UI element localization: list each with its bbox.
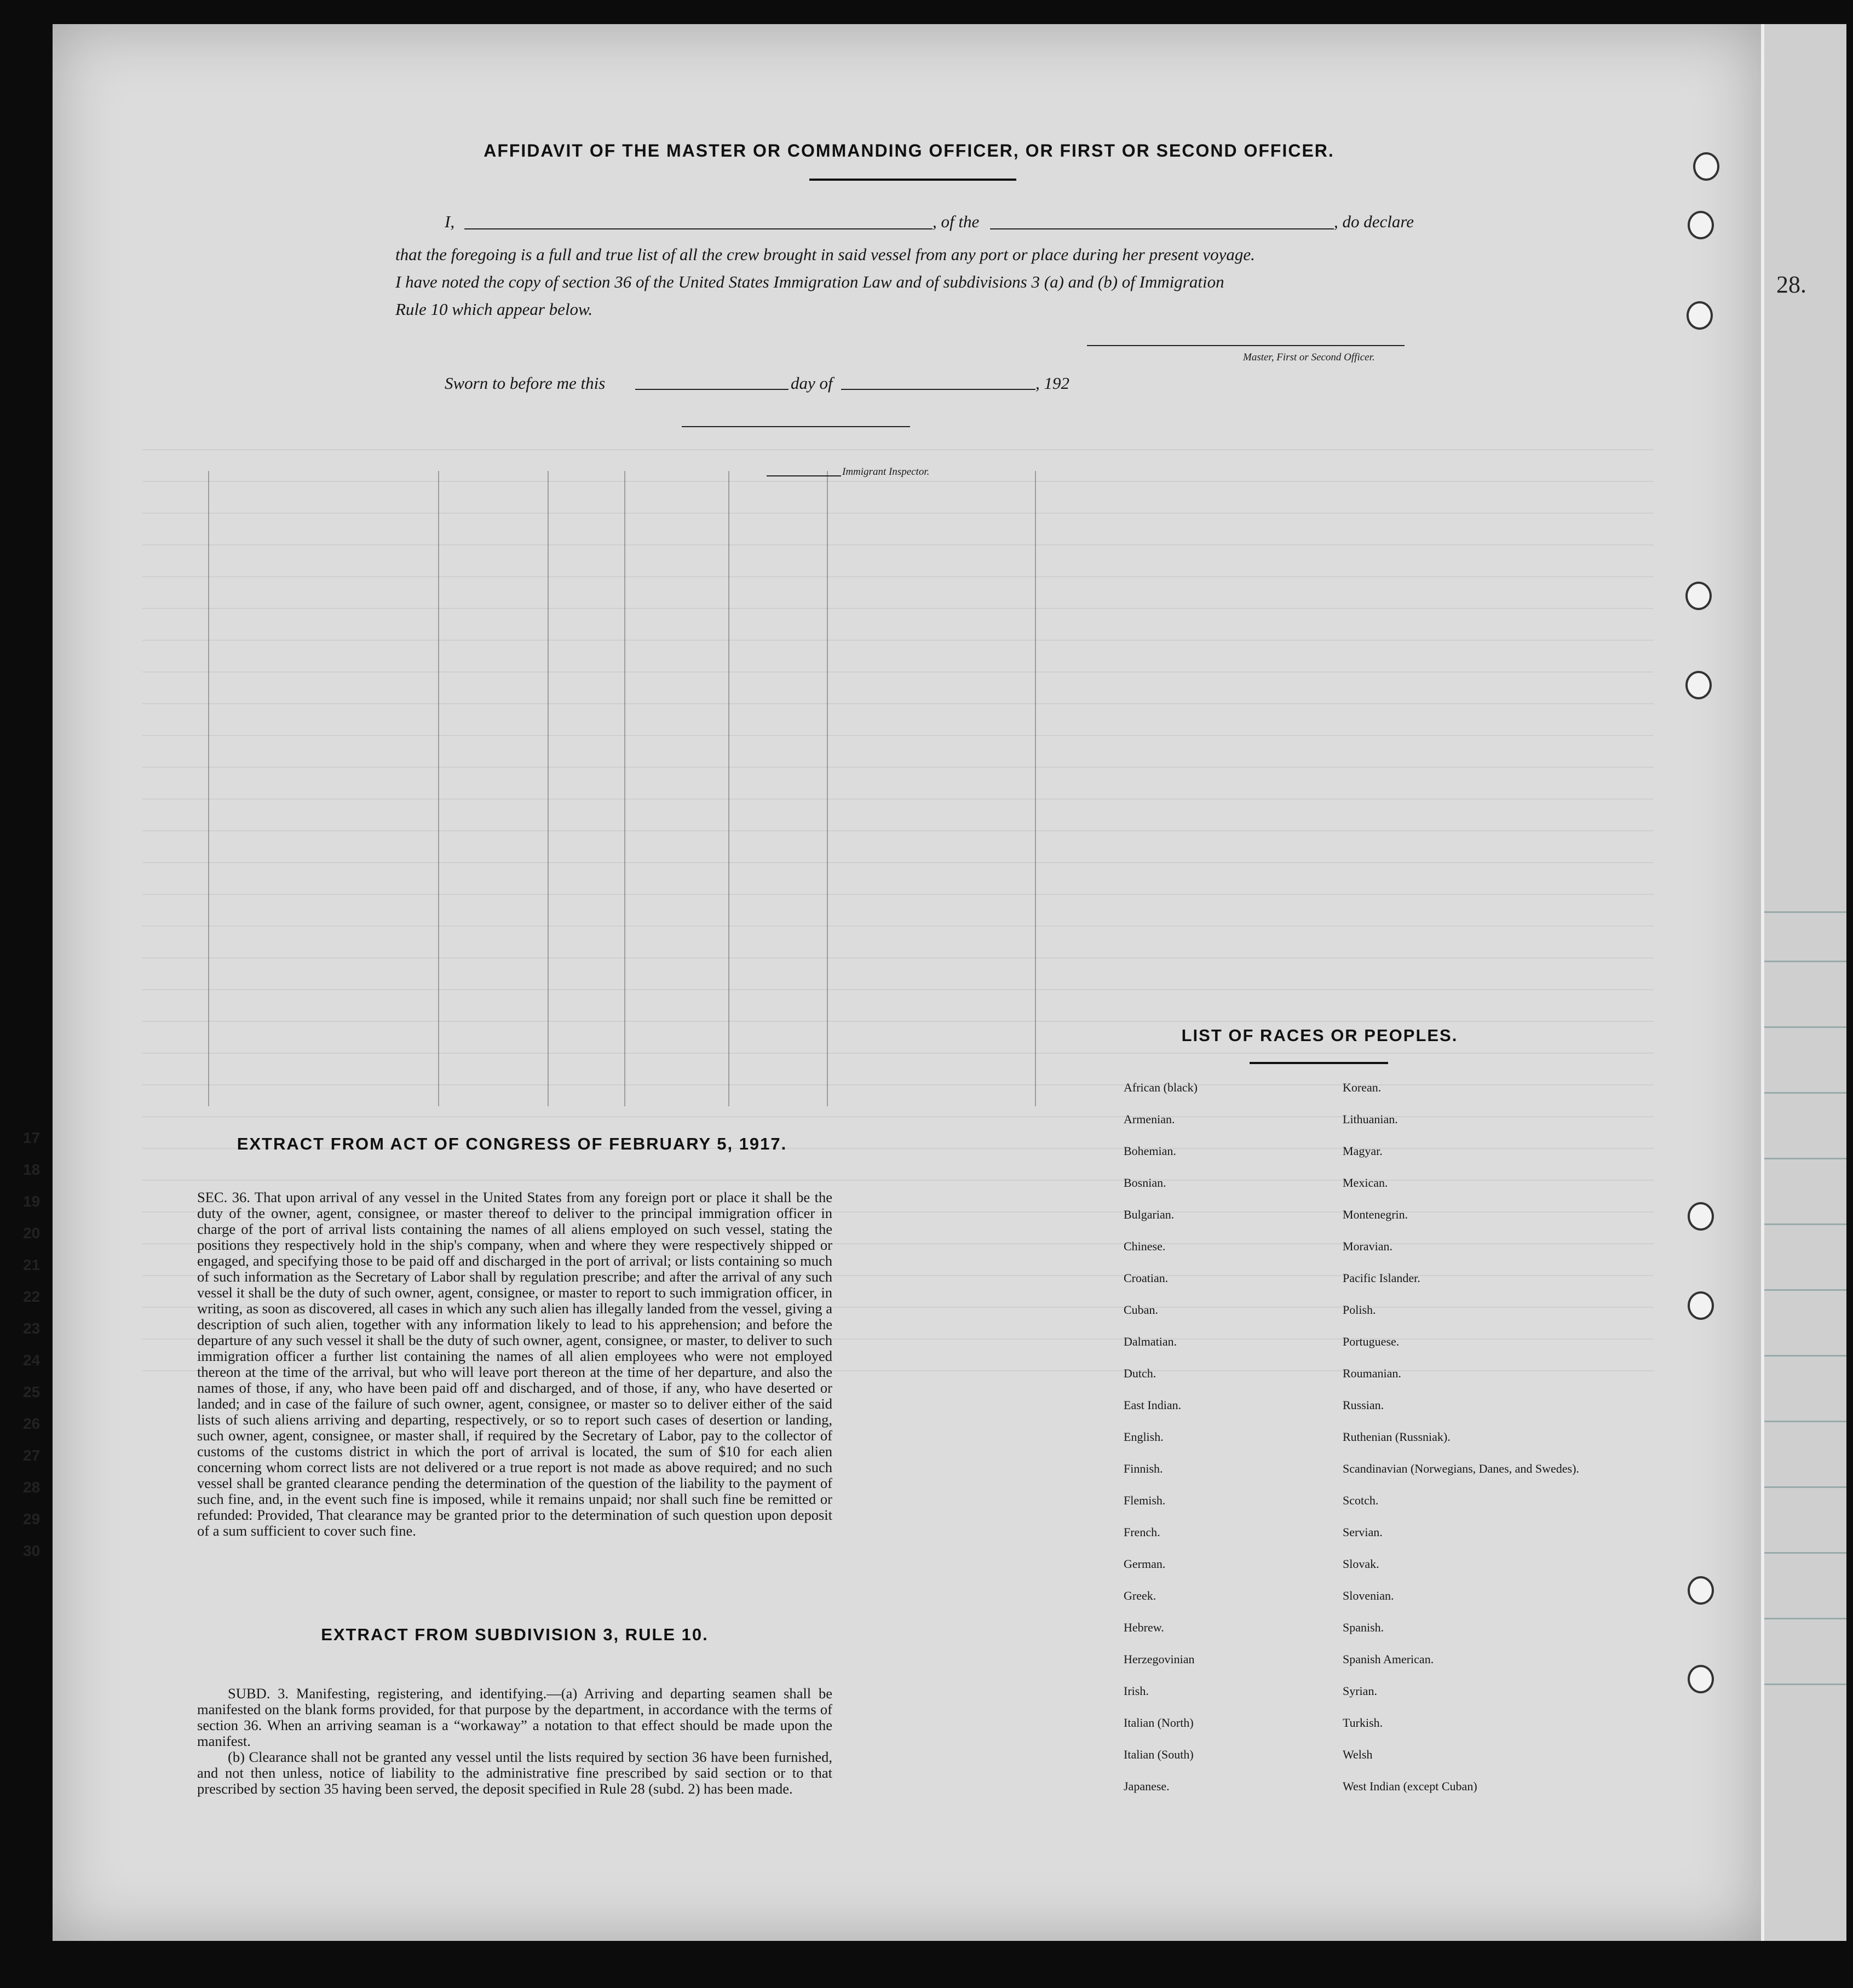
race-item: German. — [1124, 1557, 1166, 1571]
ghost-row-line — [142, 1053, 1654, 1054]
race-item: Cuban. — [1124, 1303, 1158, 1317]
ghost-row-line — [142, 957, 1654, 958]
rule-extract-text-b: (b) Clearance shall not be granted any vessel until the lists required by section 36 have been furnished, and not then unless, notice of liability to the administrative fine prescribed by said section or to that prescribed by section 35 having been served, the deposit specified in Rule 28 (subd. 2) has been made. — [197, 1749, 832, 1797]
punch-hole — [1688, 1291, 1714, 1320]
ghost-row-line — [142, 862, 1654, 863]
strip-rule — [1764, 1092, 1846, 1094]
race-item: Welsh — [1343, 1748, 1373, 1761]
row-number: 27 — [23, 1447, 41, 1464]
race-item: Russian. — [1343, 1398, 1384, 1412]
race-item: Roumanian. — [1343, 1366, 1401, 1380]
punch-hole — [1688, 211, 1714, 239]
ghost-row-line — [142, 671, 1654, 673]
strip-rule — [1764, 1289, 1846, 1291]
races-right-column — [1343, 1081, 1584, 1811]
strip-rule — [1764, 911, 1846, 913]
affidavit-name-blank — [464, 228, 933, 229]
ghost-row-line — [142, 894, 1654, 895]
race-item: Syrian. — [1343, 1684, 1377, 1698]
race-item: Montenegrin. — [1343, 1208, 1408, 1221]
punch-hole — [1688, 1576, 1714, 1605]
race-item: Herzegovinian — [1124, 1652, 1195, 1666]
strip-number: 28. — [1776, 271, 1806, 298]
form-column-rule — [1035, 471, 1036, 1106]
race-item: Irish. — [1124, 1684, 1149, 1698]
ghost-row-line — [142, 989, 1654, 990]
race-item: Spanish. — [1343, 1621, 1384, 1634]
row-number: 30 — [23, 1542, 41, 1559]
sworn-day-blank — [635, 389, 789, 390]
affidavit-i: I, — [445, 212, 455, 231]
sworn-prefix: Sworn to before me this — [445, 374, 606, 393]
strip-rule — [1764, 1026, 1846, 1028]
act-extract-text: SEC. 36. That upon arrival of any vessel in the United States from any foreign port or place it shall be the duty of the owner, agent, consignee, or master thereof to deliver to the principal immigration officer in charge of the port of arrival lists containing the names of all aliens employed on such vessel, stating the positions they respectively hold in the ship's company, when and where they were respectively shipped or engaged, and specifying those to be paid off and discharged in the port of arrival; or lists containing so much of such information as the Secretary of Labor shall by regulation prescribe; and after the arrival of any such vessel it shall be the duty of such owner, agent, consignee, or master to report to such immigration officer, in writing, as soon as discovered, all cases in which any such alien has illegally landed from the vessel, giving a description of such alien, together with any information likely to lead to his apprehension; and before the departure of any such vessel it shall be the duty of such owner, agent, consignee, or master, to deliver to such immigration officer a further list containing the names of all alien employees who were not employed thereon at the time of the arrival, but who will leave port thereon at the time of her departure, and also the names of those, if any, who have been paid off and discharged, and of those, if any, who have deserted or landed; and in case of the failure of such owner, agent, consignee, or master so to deliver either of the said lists of such aliens arriving and departing, respectively, or so to report such cases of desertion or landing, such owner, agent, consignee, or master shall, if required by the Secretary of Labor, pay to the collector of customs of the customs district in which the port of arrival is located, the sum of $10 for each alien concerning whom correct lists are not delivered or a true report is not made as above required; and no such vessel shall be granted clearance pending the determination of the question of the liability to the payment of such fine, and, in the event such fine is imposed, while it remains unpaid; nor shall such fine be remitted or refunded: Provided, That clearance may be granted prior to the determination of such question upon deposit of a sum sufficient to cover such fine. — [197, 1189, 832, 1539]
race-item: Flemish. — [1124, 1493, 1166, 1507]
row-number: 21 — [23, 1256, 41, 1273]
affidavit-of-the: , of the — [933, 212, 980, 231]
strip-rule — [1764, 1552, 1846, 1554]
row-number: 24 — [23, 1352, 41, 1369]
race-item: Pacific Islander. — [1343, 1271, 1420, 1285]
race-item: Spanish American. — [1343, 1652, 1434, 1666]
strip-rule — [1764, 1421, 1846, 1422]
races-title-rule — [1250, 1062, 1388, 1064]
ghost-row-line — [142, 640, 1654, 641]
race-item: French. — [1124, 1525, 1160, 1539]
strip-rule — [1764, 1158, 1846, 1159]
row-number: 23 — [23, 1320, 41, 1337]
punch-hole — [1688, 1665, 1714, 1693]
ghost-row-line — [142, 830, 1654, 831]
inspector-line — [682, 426, 910, 427]
race-item: Magyar. — [1343, 1144, 1383, 1158]
strip-rule — [1764, 1486, 1846, 1488]
affidavit-line-4: Rule 10 which appear below. — [395, 300, 593, 319]
race-item: Dalmatian. — [1124, 1335, 1177, 1348]
ghost-row-line — [142, 576, 1654, 577]
inspector-caption: Immigrant Inspector. — [842, 466, 930, 478]
inspector-caption-lead — [767, 475, 841, 476]
race-item: Bosnian. — [1124, 1176, 1166, 1190]
strip-rule — [1764, 961, 1846, 962]
ghost-row-line — [142, 449, 1654, 450]
row-number: 18 — [23, 1161, 41, 1178]
form-column-rule — [827, 471, 828, 1106]
ghost-row-line — [142, 798, 1654, 800]
ghost-row-line — [142, 1021, 1654, 1022]
race-item: Bulgarian. — [1124, 1208, 1175, 1221]
race-item: Dutch. — [1124, 1366, 1156, 1380]
ghost-row-line — [142, 544, 1654, 545]
strip-rule — [1764, 1684, 1846, 1685]
race-item: East Indian. — [1124, 1398, 1182, 1412]
race-item: Scandinavian (Norwegians, Danes, and Swedes). — [1343, 1462, 1579, 1475]
strip-rule — [1764, 1618, 1846, 1619]
row-number: 20 — [23, 1225, 41, 1242]
race-item: Moravian. — [1343, 1239, 1393, 1253]
race-item: African (black) — [1124, 1081, 1198, 1094]
race-item: Armenian. — [1124, 1112, 1175, 1126]
race-item: Bohemian. — [1124, 1144, 1176, 1158]
punch-hole — [1685, 671, 1712, 699]
row-number: 25 — [23, 1383, 41, 1400]
form-column-rule — [624, 471, 625, 1106]
punch-hole — [1693, 152, 1719, 181]
strip-rule — [1764, 1223, 1846, 1225]
affidavit-title: AFFIDAVIT OF THE MASTER OR COMMANDING OFFICER, OR FIRST OR SECOND OFFICER. — [484, 141, 1334, 160]
signature-line — [1087, 345, 1405, 346]
races-left-column — [1124, 1081, 1332, 1811]
race-item: Ruthenian (Russniak). — [1343, 1430, 1451, 1444]
race-item: Servian. — [1343, 1525, 1383, 1539]
rule-extract-text-a: SUBD. 3. Manifesting, registering, and identifying.—(a) Arriving and departing seamen shall be manifested on the blank forms provided, for that purpose by the department, in accordance with the terms of section 36. When an arriving seaman is a “workaway” a notation to that effect should be made upon the manifest. — [197, 1685, 832, 1749]
ghost-row-line — [142, 926, 1654, 927]
race-item: Italian (North) — [1124, 1716, 1194, 1730]
row-number: 28 — [23, 1479, 41, 1496]
rule-extract-title: EXTRACT FROM SUBDIVISION 3, RULE 10. — [321, 1625, 709, 1644]
race-item: Slovenian. — [1343, 1589, 1394, 1602]
row-number: 19 — [23, 1193, 41, 1210]
ghost-row-line — [142, 481, 1654, 482]
ghost-row-line — [142, 735, 1654, 736]
affidavit-vessel-blank — [990, 228, 1334, 229]
sworn-year: , 192 — [1035, 374, 1069, 393]
punch-hole — [1685, 582, 1712, 610]
affidavit-line-3: I have noted the copy of section 36 of the United States Immigration Law and of subdivisions 3 (a) and (b) of Immigration — [395, 272, 1224, 291]
ghost-row-line — [142, 608, 1654, 609]
strip-rule — [1764, 1355, 1846, 1357]
ghost-row-line — [142, 703, 1654, 704]
race-item: Lithuanian. — [1343, 1112, 1398, 1126]
ghost-row-line — [142, 767, 1654, 768]
race-item: Portuguese. — [1343, 1335, 1400, 1348]
sworn-month-blank — [841, 389, 1035, 390]
race-item: West Indian (except Cuban) — [1343, 1779, 1477, 1793]
sworn-day-of: day of — [791, 374, 833, 393]
form-column-rule — [208, 471, 209, 1106]
row-number: 26 — [23, 1415, 41, 1432]
row-number: 29 — [23, 1510, 41, 1527]
form-column-rule — [548, 471, 549, 1106]
punch-hole — [1688, 1202, 1714, 1231]
adjacent-page-strip — [1761, 24, 1846, 1941]
affidavit-line-2: that the foregoing is a full and true list of all the crew brought in said vessel from any port or place during her present voyage. — [395, 245, 1255, 264]
race-item: Mexican. — [1343, 1176, 1388, 1190]
form-column-rule — [438, 471, 439, 1106]
signer-caption: Master, First or Second Officer. — [1243, 352, 1375, 363]
race-item: Greek. — [1124, 1589, 1156, 1602]
affidavit-declare: , do declare — [1334, 212, 1414, 231]
punch-hole — [1687, 301, 1713, 330]
race-item: Scotch. — [1343, 1493, 1379, 1507]
race-item: Croatian. — [1124, 1271, 1169, 1285]
act-extract-title: EXTRACT FROM ACT OF CONGRESS OF FEBRUARY 5, 1917. — [237, 1134, 787, 1153]
race-item: Turkish. — [1343, 1716, 1383, 1730]
race-item: Finnish. — [1124, 1462, 1163, 1475]
row-number: 17 — [23, 1129, 41, 1146]
race-item: Slovak. — [1343, 1557, 1379, 1571]
form-column-rule — [728, 471, 729, 1106]
race-item: Polish. — [1343, 1303, 1376, 1317]
race-item: English. — [1124, 1430, 1164, 1444]
race-item: Italian (South) — [1124, 1748, 1194, 1761]
ghost-row-line — [142, 513, 1654, 514]
row-number: 22 — [23, 1288, 41, 1305]
race-item: Japanese. — [1124, 1779, 1170, 1793]
races-title: LIST OF RACES OR PEOPLES. — [1181, 1026, 1458, 1045]
race-item: Hebrew. — [1124, 1621, 1164, 1634]
affidavit-title-rule — [809, 179, 1016, 181]
race-item: Chinese. — [1124, 1239, 1166, 1253]
race-item: Korean. — [1343, 1081, 1382, 1094]
